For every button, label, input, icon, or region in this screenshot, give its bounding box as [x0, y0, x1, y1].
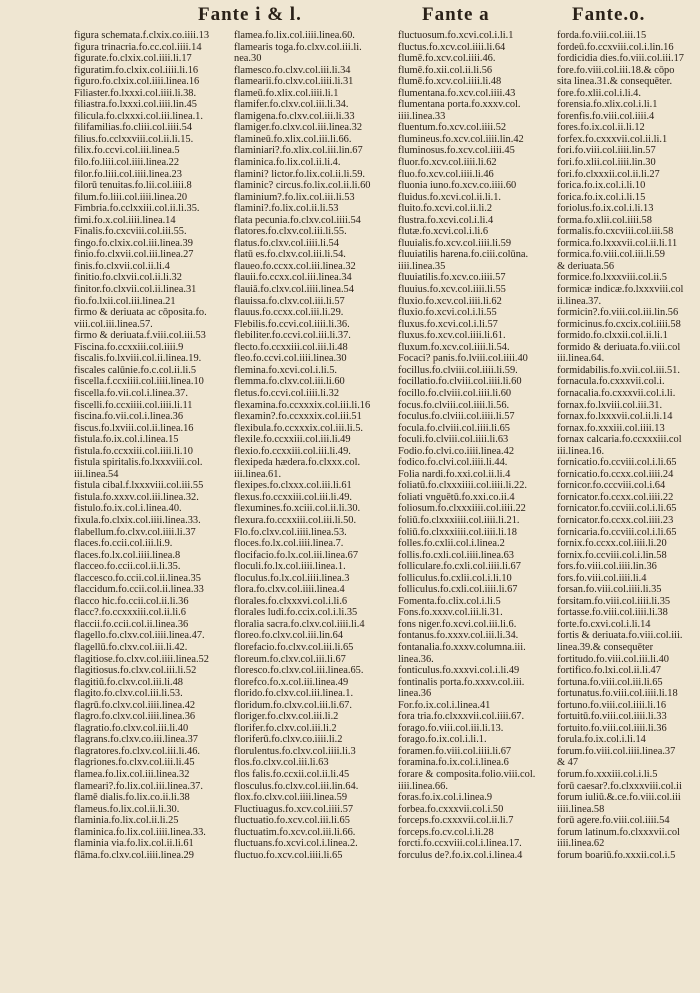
- index-entry: fordicidia dies.fo.viii.col.iii.17: [557, 53, 684, 65]
- index-entry: foramina.fo.ix.col.i.linea.6: [398, 757, 509, 769]
- index-entry: forsan.fo.viii.col.iiii.li.35: [557, 584, 662, 596]
- index-entry: flaueo.fo.ccxx.col.iii.linea.32: [234, 260, 356, 272]
- index-entry: fluctuatim.fo.xcv.col.iii.li.66.: [234, 826, 356, 838]
- index-entry: fixula.fo.clxix.col.iiii.linea.33.: [74, 514, 201, 526]
- index-entry: flauus.fo.ccxx.col.iii.li.29.: [234, 307, 344, 319]
- index-entry: formica.fo.viii.col.iii.li.59: [557, 249, 665, 261]
- index-entry: & 47: [557, 757, 579, 769]
- index-entry: flaccidum.fo.ccii.col.ii.linea.33: [74, 584, 204, 596]
- index-entry: flumentana.fo.xcv.col.iiii.43: [398, 87, 516, 99]
- index-entry: fistulo.fo.ix.col.i.linea.40.: [74, 503, 182, 515]
- index-entry: flamineū.fo.xlix.col.iii.li.66.: [234, 133, 352, 145]
- index-entry: fornicator.fo.ccviii.col.i.li.65: [557, 503, 677, 515]
- index-entry: finis.fo.clxvii.col.ii.li.4: [74, 260, 170, 272]
- index-entry: foriolus.fo.ix.col.i.li.13: [557, 203, 654, 215]
- index-entry: filicula.fo.clxxxi.col.iii.linea.1.: [74, 110, 203, 122]
- index-entry: fortuna.fo.viii.col.iii.li.65: [557, 676, 663, 688]
- index-entry: fortuito.fo.viii.col.iiii.li.36: [557, 722, 667, 734]
- index-entry: forū agere.fo.viii.col.iiii.54: [557, 815, 670, 827]
- index-entry: fluxum.fo.xcv.col.iiii.li.54.: [398, 341, 510, 353]
- index-entry: Fiscina.fo.ccxxiii.col.iiii.9: [74, 341, 184, 353]
- index-entry: folliculare.fo.cxli.col.iiii.li.67: [398, 561, 521, 573]
- index-entry: Fimbria.fo.cclxxiii.col.ii.li.35.: [74, 203, 200, 215]
- index-entry: flexamin?.fo.ccxxxix.col.iii.51: [234, 411, 362, 423]
- index-entry: flutæ.fo.xcvi.col.i.li.6: [398, 226, 489, 238]
- index-entry: Flo.fo.clxv.col.iiii.linea.53.: [234, 526, 347, 538]
- index-entry: flemma.fo.clxv.col.iii.li.60: [234, 376, 345, 388]
- index-entry: flamini? lictor.fo.lix.col.ii.li.59.: [234, 168, 366, 180]
- index-entry: iiii.linea.33: [398, 110, 446, 122]
- index-entry: flaccii.fo.ccii.col.ii.linea.36: [74, 618, 189, 630]
- index-entry: forsitam.fo.viii.col.iiii.li.35: [557, 595, 671, 607]
- index-entry: fluor.fo.xcv.col.iiii.li.62: [398, 157, 497, 169]
- index-entry: formido & deriuata.fo.viii.col: [557, 341, 681, 353]
- index-entry: Fomenta.fo.clix.col.i.li.5: [398, 595, 501, 607]
- index-entry: fortifico.fo.lxi.col.ii.li.47: [557, 665, 661, 677]
- index-entry: fordeū.fo.ccxviii.col.i.lin.16: [557, 41, 674, 53]
- index-entry: foliū.fo.clxxxiiii.col.iiii.li.18: [398, 526, 517, 538]
- index-entry: flox.fo.clxv.col.iiii.linea.59: [234, 792, 348, 804]
- index-entry: filiastra.fo.lxxxi.col.iiii.lin.45: [74, 99, 197, 111]
- index-entry: flecto.fo.ccxxiii.col.iii.li.48: [234, 341, 348, 353]
- index-entry: fortasse.fo.viii.col.iiii.li.38: [557, 607, 668, 619]
- page-header: [0, 4, 700, 30]
- index-entry: formica.fo.lxxxvii.col.ii.li.11: [557, 237, 678, 249]
- index-entry: forenfis.fo.viii.col.iiii.4: [557, 110, 655, 122]
- index-entry: Finalis.fo.cxcviii.col.iii.55.: [74, 226, 187, 238]
- index-entry: florales ludi.fo.ccix.col.i.li.35: [234, 607, 358, 619]
- index-entry: flagrans.fo.clxv.co.iii.linea.37: [74, 734, 198, 746]
- index-entry: flagitiose.fo.clxv.col.iiii.linea.52: [74, 653, 209, 665]
- index-entry: forare & composita.folio.viii.col.: [398, 769, 536, 780]
- index-entry: forcti.fo.ccxviii.col.i.linea.17.: [398, 838, 522, 850]
- index-entry: floriferū.fo.clxv.co.iiii.li.2: [234, 734, 343, 746]
- index-entry: flamigena.fo.clxv.col.iii.li.33: [234, 110, 355, 122]
- index-entry: fluonia iuno.fo.xcv.co.iiii.60: [398, 180, 517, 192]
- index-entry: foramen.fo.viii.col.iiii.li.67: [398, 745, 512, 757]
- index-entry: fore.fo.xlii.col.i.li.4.: [557, 87, 641, 99]
- index-entry: Filiaster.fo.lxxxi.col.iiii.li.38.: [74, 87, 197, 99]
- index-entry: fluuius.fo.xcv.col.iiii.li.55: [398, 284, 506, 296]
- index-entry: fiscelli.fo.ccxiiii.col.iiii.li.11: [74, 399, 193, 411]
- index-entry: Fodio.fo.clvi.co.iiii.linea.42: [398, 445, 515, 457]
- index-entry: fluxus.fo.xcvi.col.i.li.57: [398, 318, 498, 330]
- index-entry: fluentum.fo.xcv.col.iiii.52: [398, 122, 507, 134]
- index-entry: fornicator.fo.ccxx.col.iiii.22: [557, 491, 674, 503]
- index-entry: figurate.fo.clxix.col.iiii.li.17: [74, 53, 192, 65]
- index-entry: formicæ indicæ.fo.lxxxviii.col: [557, 284, 684, 296]
- index-entry: fori.fo.viii.col.iiii.lin.57: [557, 145, 656, 157]
- index-entry: flexipeda hædera.fo.clxxx.col.: [234, 457, 361, 469]
- index-entry: flamesco.fo.clxv.col.iii.li.34: [234, 64, 351, 76]
- index-entry: fontinalis porta.fo.xxxv.col.iii.: [398, 676, 525, 688]
- index-entry: floresco.fo.clxv.col.iii.linea.65.: [234, 665, 364, 677]
- index-entry: floculus.fo.lx.col.iiii.linea.3: [234, 572, 350, 584]
- index-entry: formice.fo.lxxxviii.col.ii.5: [557, 272, 667, 284]
- index-entry: flebiliter.fo.ccvi.col.iii.li.37.: [234, 330, 351, 342]
- index-entry: fornax.fo.xxxiii.col.iiii.13: [557, 422, 665, 434]
- index-entry: fiscella.f.ccxiiii.col.iiii.linea.10: [74, 376, 204, 388]
- index-entry: flamearii.fo.clxv.col.iiii.li.31: [234, 76, 354, 88]
- index-entry: fiscales calūnie.fo.c.col.ii.li.5: [74, 364, 197, 376]
- index-entry: forda.fo.viii.col.iii.15: [557, 30, 647, 41]
- index-entry: fluxio.fo.xcv.col.iiii.li.62: [398, 295, 502, 307]
- index-entry: flumineus.fo.xcv.col.iiii.lin.42: [398, 133, 524, 145]
- index-entry: focillatio.fo.clviii.col.iiii.li.60: [398, 376, 522, 388]
- index-entry: fodico.fo.clvi.col.iiii.li.44.: [398, 457, 508, 469]
- index-entry: flaminiari?.fo.xlix.col.iii.lin.67: [234, 145, 363, 157]
- index-entry: fore.fo.viii.col.iii.18.& cōpo: [557, 64, 675, 76]
- index-entry: flamiger.fo.clxv.col.iii.linea.32: [234, 122, 363, 134]
- index-entry: foculus.fo.clviii.col.iiii.li.57: [398, 411, 515, 423]
- index-entry: forensia.fo.xlix.col.i.li.1: [557, 99, 658, 111]
- index-entry: forculus de?.fo.ix.col.i.linea.4: [398, 849, 523, 861]
- index-entry: foculi.fo.clviii.col.iiii.li.63: [398, 434, 509, 446]
- index-entry: forum latinum.fo.clxxxvii.col: [557, 826, 680, 838]
- index-entry: fluminosus.fo.xcv.col.iiii.45: [398, 145, 515, 157]
- index-entry: forbea.fo.cxxxvii.col.i.50: [398, 803, 504, 815]
- index-entry: fiscus.fo.lxviii.col.ii.linea.16: [74, 422, 194, 434]
- index-entry: filifamilias.fo.cliii.col.iiii.54: [74, 122, 193, 134]
- index-entry: fortitudo.fo.viii.col.iii.li.40: [557, 653, 669, 665]
- index-entry: folles.fo.cxlii.col.i.linea.2: [398, 538, 505, 550]
- index-entry: fluctuans.fo.xcvi.col.i.linea.2.: [234, 838, 358, 850]
- index-entry: flora.fo.clxv.col.iiii.linea.4: [234, 584, 345, 596]
- index-entry: floces.fo.lx.col.iiii.linea.7.: [234, 538, 344, 550]
- index-entry: Flebilis.fo.ccvi.col.iiii.li.36.: [234, 318, 350, 330]
- index-entry: flauii.fo.ccxx.col.iii.linea.34: [234, 272, 352, 284]
- index-entry: flatū es.fo.clxv.col.iii.li.54.: [234, 249, 346, 261]
- index-entry: figuratim.fo.clxix.col.iiii.li.16: [74, 64, 199, 76]
- index-entry: fluctuosum.fo.xcvi.col.i.li.1: [398, 30, 514, 41]
- index-entry: flocifacio.fo.lx.col.iii.linea.67: [234, 549, 359, 561]
- index-entry: iii.linea.54: [74, 468, 119, 480]
- index-entry: fortuitū.fo.viii.col.iiii.li.33: [557, 711, 667, 723]
- index-entry: fornix.fo.ccviii.col.i.lin.58: [557, 549, 667, 561]
- index-entry: iiii.linea.35: [398, 260, 446, 272]
- index-column-2: [234, 30, 392, 861]
- index-entry: sita linea.31.& consequēter.: [557, 76, 673, 88]
- index-entry: finitio.fo.clxvii.col.ii.li.32: [74, 272, 182, 284]
- index-entry: filix.fo.ccvi.col.iii.linea.5: [74, 145, 180, 157]
- index-entry: flexipes.fo.clxxx.col.iii.li.61: [234, 480, 352, 492]
- index-entry: Focaci? panis.fo.lviii.col.iiii.40: [398, 353, 528, 365]
- index-entry: filius.fo.cclxxviii.col.ii.li.15.: [74, 133, 194, 145]
- index-entry: filum.fo.liii.col.iiii.linea.20: [74, 191, 188, 203]
- index-entry: fluctuo.fo.xcv.col.iiii.li.65: [234, 849, 343, 861]
- index-entry: fornacalia.fo.cxxxvii.col.i.li.: [557, 387, 676, 399]
- index-entry: flacceo.fo.ccii.col.ii.li.35.: [74, 561, 181, 573]
- index-entry: florefacio.fo.clxv.col.iii.li.65: [234, 641, 354, 653]
- index-entry: focillus.fo.clviii.col.iiii.li.59.: [398, 364, 518, 376]
- index-entry: & deriuata.56: [557, 260, 615, 272]
- index-entry: Fons.fo.xxxv.col.iii.li.31.: [398, 607, 503, 619]
- index-entry: linea.36.: [398, 653, 434, 665]
- index-entry: flexus.fo.ccxxiii.col.iii.li.49.: [234, 491, 353, 503]
- index-entry: forum.fo.viii.col.iiii.linea.37: [557, 745, 676, 757]
- index-entry: Folia nardi.fo.xxi.col.ii.li.4: [398, 468, 511, 480]
- index-entry: forago.fo.ix.col.i.li.1.: [398, 734, 487, 746]
- index-entry: filo.fo.liii.col.iiii.linea.22: [74, 157, 180, 169]
- index-entry: flagitiosus.fo.clxv.col.iii.li.52: [74, 665, 197, 677]
- index-entry: flacco hic.fo.ccii.col.ii.li.36: [74, 595, 189, 607]
- index-entry: flāma.fo.clxv.col.iiii.linea.29: [74, 849, 194, 861]
- index-entry: formido.fo.clxxii.col.ii.li.1: [557, 330, 668, 342]
- index-column-1: [74, 30, 232, 861]
- index-entry: fiscina.fo.vii.col.i.linea.36: [74, 411, 184, 423]
- index-entry: ii.linea.37.: [557, 295, 602, 307]
- index-entry: foliū.fo.clxxxiiii.col.iiii.li.21.: [398, 514, 520, 526]
- index-entry: filorū tenuitas.fo.lii.col.iiii.8: [74, 180, 192, 192]
- index-entry: flaminia via.fo.lix.col.ii.li.61: [74, 838, 194, 850]
- index-entry: forceps.fo.cxxxvii.col.ii.li.7: [398, 815, 514, 827]
- index-entry: flagratores.fo.clxv.col.iii.li.46.: [74, 745, 200, 757]
- index-entry: fornax calcaria.fo.ccxxxiii.col: [557, 434, 682, 446]
- index-entry: flauissa.fo.clxv.col.iii.li.57: [234, 295, 345, 307]
- index-entry: focillo.fo.clviii.col.iiii.li.60: [398, 387, 512, 399]
- index-entry: fornicor.fo.cccviii.col.i.64: [557, 480, 666, 492]
- index-entry: forica.fo.ix.col.i.li.15: [557, 191, 646, 203]
- index-entry: flexura.fo.ccxxiii.col.iii.li.50.: [234, 514, 357, 526]
- running-head-left: Fante i & l.: [198, 4, 302, 25]
- index-entry: iiii.linea.58: [557, 803, 605, 815]
- index-entry: firmo & deriuata.f.viii.col.iii.53: [74, 330, 206, 342]
- index-entry: folliculus.fo.cxli.col.iiii.li.67: [398, 584, 518, 596]
- index-entry: fletus.fo.ccvi.col.iiii.li.32: [234, 387, 340, 399]
- index-entry: formidabilis.fo.xvii.col.iii.51.: [557, 364, 680, 376]
- index-entry: forum.fo.xxxiii.col.i.li.5: [557, 769, 658, 780]
- index-entry: floralia sacra.fo.clxv.col.iiii.li.4: [234, 618, 365, 630]
- index-entry: fistula.fo.ix.col.i.linea.15: [74, 434, 179, 446]
- index-entry: fori.fo.xlii.col.iiii.lin.30: [557, 157, 656, 169]
- index-entry: foliosum.fo.clxxxiiii.col.iiii.22: [398, 503, 526, 515]
- index-entry: florido.fo.clxv.col.iii.linea.1.: [234, 688, 354, 700]
- index-entry: flexio.fo.ccxxiii.col.iii.li.49.: [234, 445, 351, 457]
- index-entry: forula.fo.ix.col.i.li.14: [557, 734, 646, 746]
- index-entry: flagrū.fo.clxv.col.iiii.linea.42: [74, 699, 196, 711]
- index-entry: For.fo.ix.col.i.linea.41: [398, 699, 491, 711]
- index-entry: floridum.fo.clxv.col.iii.li.67.: [234, 699, 352, 711]
- index-entry: fluuiatilis.fo.xcv.co.iiii.57: [398, 272, 506, 284]
- index-entry: fornix.fo.ccxx.col.iiii.li.20: [557, 538, 667, 550]
- index-entry: forfex.fo.cxxxvii.col.ii.li.1: [557, 133, 668, 145]
- index-entry: flagello.fo.clxv.col.iiii.linea.47.: [74, 630, 205, 642]
- index-entry: fluito.fo.xcvi.col.ii.li.2: [398, 203, 493, 215]
- index-entry: flauiā.fo.clxv.col.iiii.linea.54: [234, 284, 354, 296]
- index-entry: floculi.fo.lx.col.iiii.linea.1.: [234, 561, 346, 573]
- index-entry: iii.linea.16.: [557, 445, 605, 457]
- index-entry: fora tria.fo.clxxxvii.col.iiii.67.: [398, 711, 525, 723]
- index-entry: forceps.fo.cv.col.i.li.28: [398, 826, 494, 838]
- index-entry: linea.39.& consequēter: [557, 641, 654, 653]
- index-entry: forte.fo.cxvi.col.i.li.14: [557, 618, 651, 630]
- index-entry: focula.fo.clviii.col.iiii.li.65: [398, 422, 510, 434]
- index-entry: fons niger.fo.xcvi.col.iii.li.6.: [398, 618, 517, 630]
- index-entry: fornicatio.fo.ccviii.col.i.li.65: [557, 457, 677, 469]
- index-entry: fornacula.fo.cxxxvii.col.i.: [557, 376, 665, 388]
- index-entry: fors.fo.viii.col.iiii.li.4: [557, 572, 647, 584]
- index-entry: flaminica.fo.lix.col.ii.li.4.: [234, 157, 341, 169]
- index-entry: finio.fo.clxvii.col.iii.linea.27: [74, 249, 194, 261]
- index-entry: fistula.fo.xxxv.col.iii.linea.32.: [74, 491, 199, 503]
- index-entry: flos.fo.clxv.col.iii.li.63: [234, 757, 329, 769]
- index-entry: flagro.fo.clxv.col.iiii.linea.36: [74, 711, 196, 723]
- index-entry: fores.fo.ix.col.ii.li.12: [557, 122, 645, 134]
- index-entry: fluo.fo.xcv.col.iiii.li.46: [398, 168, 494, 180]
- index-entry: fornax.fo.lxxxvii.col.ii.li.14: [557, 411, 673, 423]
- index-entry: figura schemata.f.clxix.co.iiii.13: [74, 30, 210, 41]
- index-entry: fiscella.fo.vii.col.i.linea.37.: [74, 387, 188, 399]
- index-entry: flexile.fo.ccxxiii.col.iii.li.49: [234, 434, 351, 446]
- running-head-middle: Fante a: [422, 4, 490, 25]
- index-entry: iii.linea.64.: [557, 353, 605, 365]
- index-entry: formicinus.fo.cxcix.col.iiii.58: [557, 318, 681, 330]
- index-entry: fluxus.fo.xcv.col.iiii.li.61.: [398, 330, 506, 342]
- index-entry: floreum.fo.clxv.col.iii.li.67: [234, 653, 346, 665]
- index-entry: flumē.fo.xii.col.ii.li.56: [398, 64, 493, 76]
- index-entry: forū caesar?.fo.clxxxviii.col.ii: [557, 780, 682, 792]
- index-entry: fluxio.fo.xcvi.col.i.li.55: [398, 307, 497, 319]
- index-entry: fluidus.fo.xcvi.col.ii.li.1.: [398, 191, 502, 203]
- index-entry: flos falis.fo.ccxii.col.ii.li.45: [234, 769, 350, 780]
- index-entry: flaminia.fo.lix.col.ii.li.25: [74, 815, 179, 827]
- index-entry: fluuialis.fo.xcv.col.iiii.li.59: [398, 237, 512, 249]
- index-entry: flamea.fo.lix.col.iiii.linea.60.: [234, 30, 355, 41]
- index-entry: fornicator.fo.ccxx.col.iiii.23: [557, 514, 674, 526]
- index-entry: fornicatio.fo.ccxx.col.iiii.24: [557, 468, 674, 480]
- index-entry: fingo.fo.clxix.col.iii.linea.39: [74, 237, 193, 249]
- index-entry: Fluctiuagus.fo.xcv.col.iiii.57: [234, 803, 354, 815]
- index-entry: flaces.fo.lx.col.iiii.linea.8: [74, 549, 181, 561]
- index-entry: flexibula.fo.ccxxxix.col.iii.li.5.: [234, 422, 363, 434]
- index-entry: florales.fo.clxxxvi.col.i.li.6: [234, 595, 348, 607]
- index-entry: forum boariū.fo.xxxii.col.i.5: [557, 849, 676, 861]
- index-entry: formicin?.fo.viii.col.iii.lin.56: [557, 307, 679, 319]
- index-entry: fortis & deriuata.fo.viii.col.iii.: [557, 630, 683, 642]
- index-entry: flaminica.fo.lix.col.iiii.linea.33.: [74, 826, 206, 838]
- index-entry: folliculus.fo.cxlii.col.i.li.10: [398, 572, 512, 584]
- index-entry: fori.fo.clxxxii.col.ii.li.27: [557, 168, 660, 180]
- index-entry: fluctuatio.fo.xcv.col.iii.li.65: [234, 815, 350, 827]
- index-entry: flatores.fo.clxv.col.iii.li.55.: [234, 226, 347, 238]
- index-entry: flagitiū.fo.clxv.col.iii.li.48: [74, 676, 183, 688]
- index-entry: follis.fo.cxli.col.iiii.linea.63: [398, 549, 515, 561]
- index-entry: flacc?.fo.ccxxxiii.col.ii.li.6: [74, 607, 186, 619]
- index-entry: fleo.fo.ccvi.col.iiii.linea.30: [234, 353, 347, 365]
- index-entry: forum iuliū.&.ce.fo.viii.col.iii: [557, 792, 681, 804]
- index-entry: flagratio.fo.clxv.col.iii.li.40: [74, 722, 189, 734]
- index-entry: foras.fo.ix.col.i.linea.9: [398, 792, 493, 804]
- index-entry: flaminium?.fo.lix.col.iii.li.53: [234, 191, 355, 203]
- index-entry: foliatū.fo.clxxxiiii.col.iiii.li.22.: [398, 480, 528, 492]
- index-entry: viii.col.iii.linea.57.: [74, 318, 153, 330]
- index-entry: iiii.linea.66.: [398, 780, 448, 792]
- index-entry: fistula.fo.ccxxiii.col.iiii.li.10: [74, 445, 193, 457]
- index-column-3: [398, 30, 558, 861]
- index-entry: florifer.fo.clxv.col.iii.li.2: [234, 722, 337, 734]
- index-entry: fluuiatilis harena.fo.ciii.colūna.: [398, 249, 529, 261]
- index-entry: floreo.fo.clxv.col.iii.lin.64: [234, 630, 343, 642]
- index-entry: fors.fo.viii.col.iiii.lin.36: [557, 561, 657, 573]
- index-entry: flagito.fo.clxv.col.iii.li.53.: [74, 688, 183, 700]
- index-entry: flustra.fo.xcvi.col.i.li.4: [398, 214, 494, 226]
- index-entry: floriger.fo.clxv.col.iii.li.2: [234, 711, 339, 723]
- index-entry: flaccesco.fo.ccii.col.ii.linea.35: [74, 572, 201, 584]
- index-entry: flamea.fo.lix.col.iii.linea.32: [74, 769, 190, 780]
- index-entry: iii.linea.61.: [234, 468, 282, 480]
- index-entry: flameū.fo.xlix.col.iiii.li.1: [234, 87, 339, 99]
- index-entry: flamini?.fo.lix.col.ii.li.53: [234, 203, 339, 215]
- index-entry: flumē.fo.xcv.col.iiii.46.: [398, 53, 496, 65]
- index-entry: forago.fo.viii.col.iii.li.13.: [398, 722, 504, 734]
- index-entry: flameari?.fo.lix.col.iii.linea.37.: [74, 780, 203, 792]
- index-entry: flexumines.fo.xciii.col.ii.li.30.: [234, 503, 361, 515]
- index-entry: flumentana porta.fo.xxxv.col.: [398, 99, 521, 111]
- running-head-right: Fante.o.: [572, 4, 646, 25]
- index-entry: fontanus.fo.xxxv.col.iii.li.34.: [398, 630, 519, 642]
- index-entry: fistula spiritalis.fo.lxxxviii.col.: [74, 457, 203, 469]
- index-entry: figuro.fo.clxix.col.iiii.linea.16: [74, 76, 200, 88]
- index-entry: flaminic? circus.fo.lix.col.ii.li.60: [234, 180, 371, 192]
- index-entry: florulentus.fo.clxv.col.iiii.li.3: [234, 745, 356, 757]
- index-entry: forica.fo.ix.col.i.li.10: [557, 180, 646, 192]
- index-entry: firmo & deriuata ac cōposita.fo.: [74, 307, 207, 319]
- index-entry: flatus.fo.clxv.col.iiii.li.54: [234, 237, 339, 249]
- index-entry: flabellum.fo.clxv.col.iiii.li.37: [74, 526, 196, 538]
- index-entry: flexamina.fo.ccxxxix.col.iii.li.16: [234, 399, 371, 411]
- index-entry: fistula cibal.f.lxxxviii.col.iii.55: [74, 480, 204, 492]
- index-entry: filor.fo.liii.col.iiii.linea.23: [74, 168, 182, 180]
- index-entry: forma.fo.xlii.col.iiii.58: [557, 214, 652, 226]
- index-entry: flamearis toga.fo.clxv.col.iii.li.: [234, 41, 362, 53]
- index-entry: flumē.fo.xcv.col.iiii.li.48: [398, 76, 502, 88]
- index-entry: flata pecunia.fo.clxv.col.iiii.54: [234, 214, 361, 226]
- index-entry: foliati vnguētū.fo.xxi.co.ii.4: [398, 491, 515, 503]
- index-entry: finitor.fo.clxvii.col.ii.linea.31: [74, 284, 197, 296]
- index-entry: iiii.linea.62: [557, 838, 605, 850]
- index-entry: flagriones.fo.clxv.col.iii.li.45: [74, 757, 195, 769]
- index-entry: fortuno.fo.viii.col.iiii.li.16: [557, 699, 667, 711]
- index-column-4: [557, 30, 700, 861]
- index-entry: flaces.fo.ccii.col.iii.li.9.: [74, 538, 173, 550]
- index-entry: fornicaria.fo.ccviii.col.i.li.65: [557, 526, 677, 538]
- index-entry: fortunatus.fo.viii.col.iiii.li.18: [557, 688, 678, 700]
- index-entry: flamē dialis.fo.lix.co.ii.li.38: [74, 792, 190, 804]
- index-entry: flameus.fo.lix.col.ii.li.30.: [74, 803, 180, 815]
- index-entry: fiscalis.fo.lxviii.col.ii.linea.19.: [74, 353, 202, 365]
- index-entry: fimi.fo.x.col.iiii.linea.14: [74, 214, 176, 226]
- index-entry: flosculus.fo.clxv.col.iii.lin.64.: [234, 780, 359, 792]
- index-entry: fluctus.fo.xcv.col.iiii.li.64: [398, 41, 506, 53]
- index-entry: figura trinacria.fo.cc.col.iiii.14: [74, 41, 202, 53]
- index-entry: flamifer.fo.clxv.col.iii.li.34.: [234, 99, 349, 111]
- index-entry: florefco.fo.x.col.iii.linea.49: [234, 676, 349, 688]
- index-entry: fornax.fo.lxviii.col.iii.31.: [557, 399, 663, 411]
- index-entry: fio.fo.lxii.col.iii.linea.21: [74, 295, 176, 307]
- index-entry: nea.30: [234, 53, 262, 65]
- index-entry: fonticulus.fo.xxxvi.col.i.li.49: [398, 665, 520, 677]
- index-entry: fontanalia.fo.xxxv.columna.iii.: [398, 641, 526, 653]
- index-entry: flagellū.fo.clxv.col.iii.li.42.: [74, 641, 188, 653]
- index-entry: linea.36: [398, 688, 432, 700]
- index-entry: flemina.fo.xcvi.col.i.li.5.: [234, 364, 338, 376]
- index-entry: formalis.fo.cxcviii.col.iii.58: [557, 226, 674, 238]
- index-entry: focus.fo.clviii.col.iiii.li.56.: [398, 399, 510, 411]
